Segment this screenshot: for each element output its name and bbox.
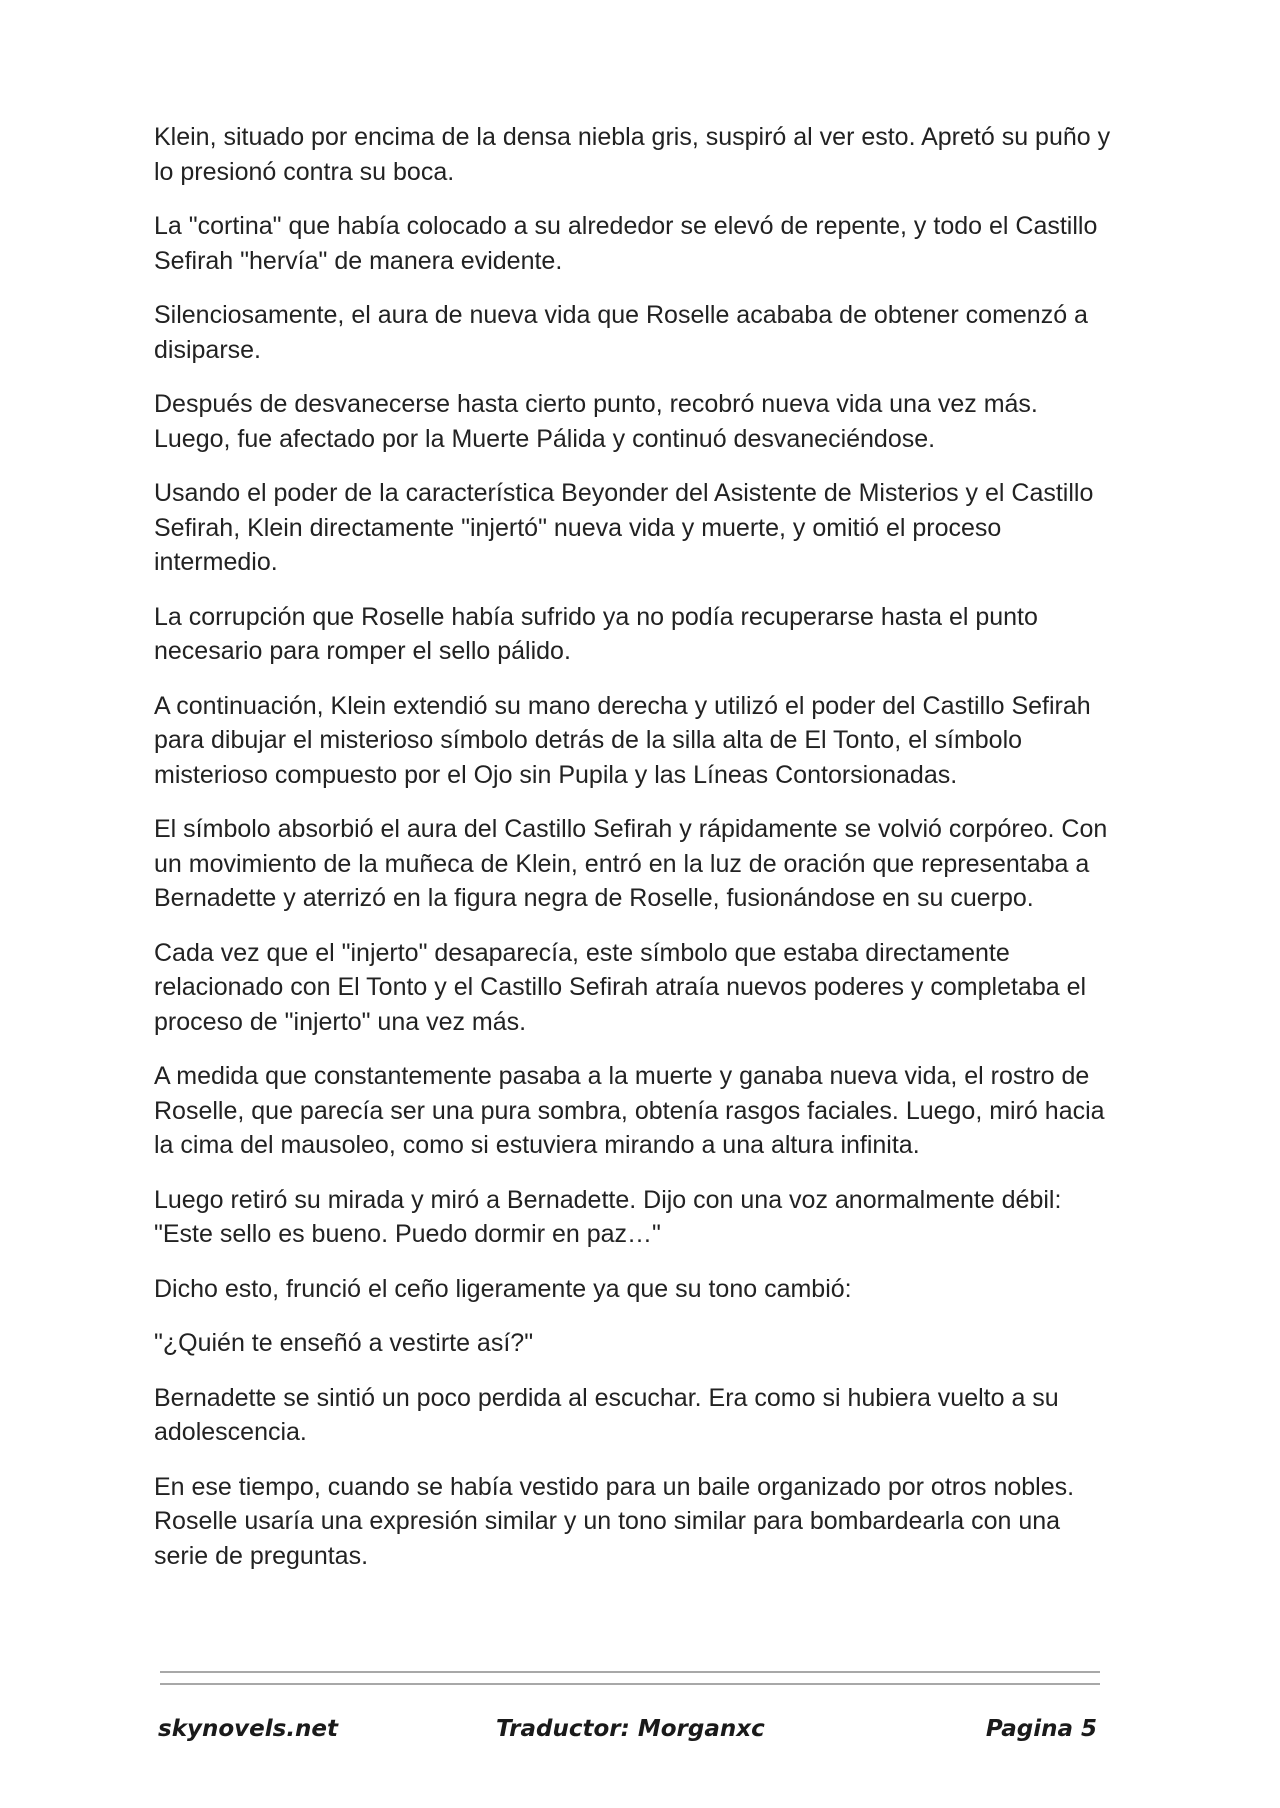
paragraph-7: A continuación, Klein extendió su mano derecha y utilizó el poder del Castillo Sefirah para dibujar el misterioso símbolo detrás de la silla alta de El Tonto, el símbolo misterioso compuesto por el Ojo sin Pupila y las Líneas Contorsionadas. bbox=[154, 691, 1091, 789]
paragraph-14: Bernadette se sintió un poco perdida al escuchar. Era como si hubiera vuelto a su adolescencia. bbox=[154, 1383, 1059, 1446]
paragraph-10: A medida que constantemente pasaba a la muerte y ganaba nueva vida, el rostro de Roselle, que parecía ser una pura sombra, obtenía rasgos faciales. Luego, miró hacia la cima del mausoleo, como si estuviera mirando a una altura infinita. bbox=[154, 1062, 1105, 1159]
paragraph-15: En ese tiempo, cuando se había vestido para un baile organizado por otros nobles. Roselle usaría una expresión similar y un tono similar para bombardearla con una serie de preguntas. bbox=[154, 1472, 1075, 1570]
paragraph-9: Cada vez que el "injerto" desaparecía, este símbolo que estaba directamente relacionado con El Tonto y el Castillo Sefirah atraía nuevos poderes y completaba el proceso de "injerto" una vez más. bbox=[154, 938, 1087, 1036]
paragraph-11: Luego retiró su mirada y miró a Bernadette. Dijo con una voz anormalmente débil: "Este sello es bueno. Puedo dormir en paz…" bbox=[154, 1185, 1062, 1248]
paragraph-6: La corrupción que Roselle había sufrido ya no podía recuperarse hasta el punto necesario para romper el sello pálido. bbox=[154, 602, 1038, 665]
paragraph-2: La "cortina" que había colocado a su alrededor se elevó de repente, y todo el Castillo Sefirah "hervía" de manera evidente. bbox=[154, 212, 1098, 275]
chapter-body bbox=[154, 120, 1114, 1593]
footer-page-number: Pagina 5 bbox=[985, 1716, 1097, 1742]
paragraph-5: Usando el poder de la característica Beyonder del Asistente de Misterios y el Castillo Sefirah, Klein directamente "injertó" nueva vida y muerte, y omitió el proceso intermedio. bbox=[154, 479, 1094, 576]
footer-divider-top bbox=[160, 1671, 1100, 1673]
paragraph-4: Después de desvanecerse hasta cierto punto, recobró nueva vida una vez más. Luego, fue afectado por la Muerte Pálida y continuó desvaneciéndose. bbox=[154, 390, 1038, 453]
paragraph-12: Dicho esto, frunció el ceño ligeramente ya que su tono cambió: bbox=[154, 1274, 852, 1303]
footer-divider-bottom bbox=[160, 1683, 1100, 1685]
footer-translator: Traductor: Morganxc bbox=[496, 1716, 765, 1742]
footer-site: skynovels.net bbox=[158, 1716, 339, 1742]
paragraph-8: El símbolo absorbió el aura del Castillo Sefirah y rápidamente se volvió corpóreo. Con un movimiento de la muñeca de Klein, entró en la luz de oración que representaba a Bernadette y aterrizó en la figura negra de Roselle, fusionándose en su cuerpo. bbox=[154, 815, 1108, 912]
paragraph-1: Klein, situado por encima de la densa niebla gris, suspiró al ver esto. Apretó su puño y lo presionó contra su boca. bbox=[154, 123, 1111, 186]
paragraph-3: Silenciosamente, el aura de nueva vida que Roselle acababa de obtener comenzó a disiparse. bbox=[154, 301, 1088, 364]
paragraph-13: "¿Quién te enseñó a vestirte así?" bbox=[154, 1329, 534, 1357]
